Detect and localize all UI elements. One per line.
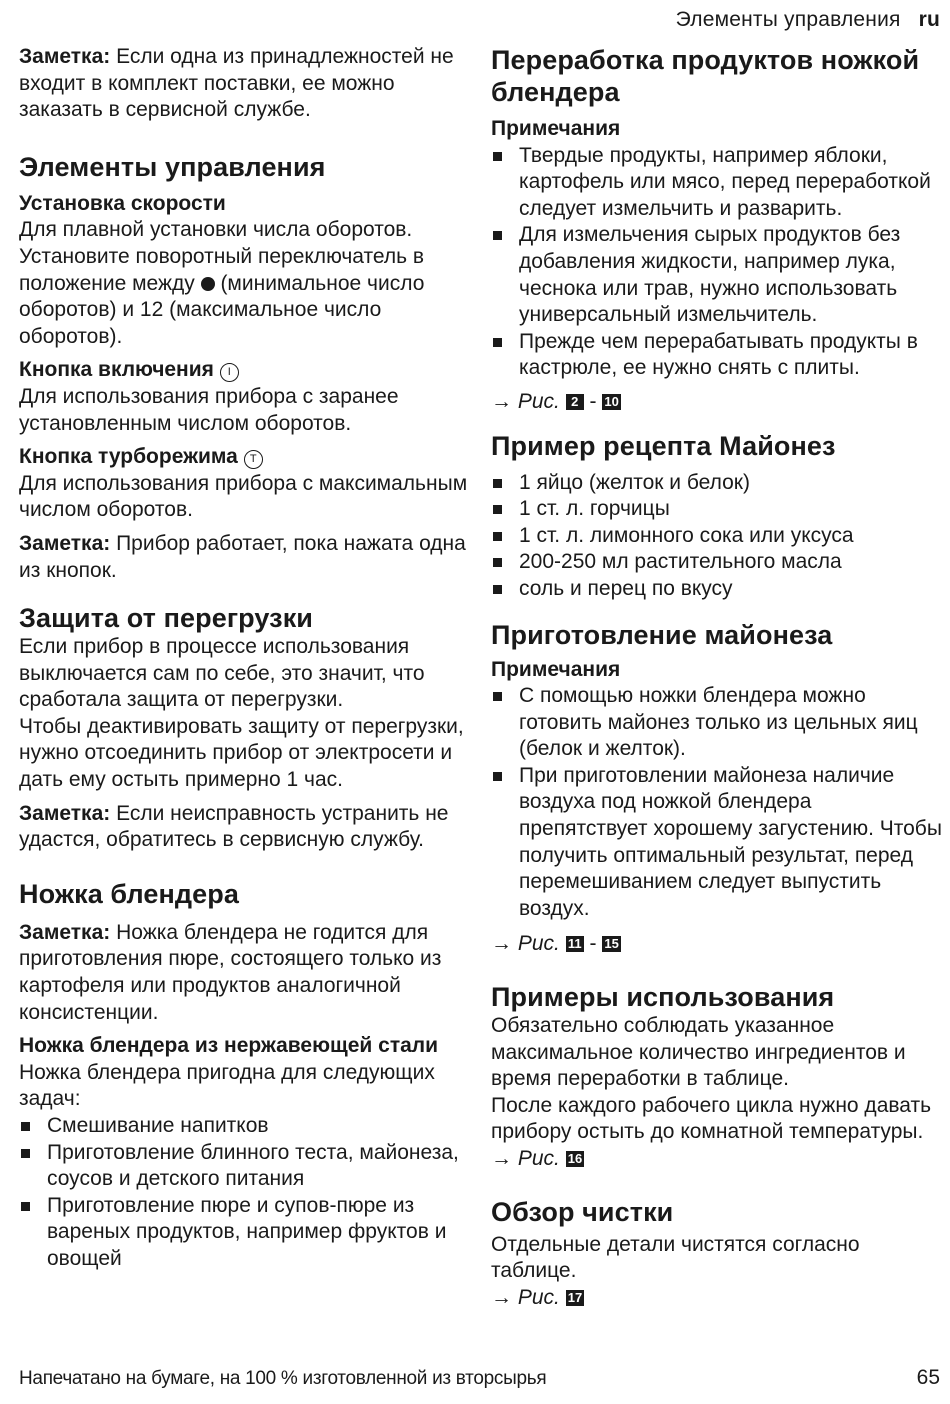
bullet-icon [493,338,502,347]
mayo-notes-heading: Примечания [491,657,621,681]
list-item: 1 ст. л. лимонного сока или уксуса [491,523,943,550]
list-item: Приготовление пюре и супов-пюре из вареных продуктов, например фруктов и овощей [19,1193,471,1273]
examples-text-1: Обязательно соблюдать указанное максимальное количество ингредиентов и время переработки в таблице. [491,1014,906,1091]
figure-reference: → Рис. 2 - 10 [491,389,619,413]
min-speed-dot-icon [201,277,215,291]
list-item: Твердые продукты, например яблоки, картофель или мясо, перед переработкой следует измельчить и разварить. [491,143,943,223]
turbo-button-heading: Кнопка турборежима T [19,444,471,471]
bullet-icon [493,772,502,781]
note-blender: Заметка: Ножка блендера не годится для приготовления пюре, состоящего только из картофеля или продуктов аналогичной консистенции. [19,920,442,1024]
processing-heading: Переработка продуктов ножкой блендера [491,45,920,107]
left-column [19,44,471,1273]
cleaning-heading: Обзор чистки [491,1196,674,1227]
list-item: 200-250 мл растительного масла [491,549,943,576]
speed-text-2: Установите поворотный переключатель в положение между (минимальное число оборотов) и 12 (максимальное число оборотов). [19,244,425,348]
steel-list [19,1113,471,1273]
overload-heading: Защита от перегрузки [19,603,314,634]
list-item: Для измельчения сырых продуктов без добавления жидкости, например лука, чеснока или трав, нужно использовать универсальный измельчитель. [491,222,943,328]
footer-note: Напечатано на бумаге, на 100 % изготовленной из вторсырья [19,1368,547,1389]
bullet-icon [21,1149,30,1158]
power-button-text: Для использования прибора с заранее установленным числом оборотов. [19,384,399,435]
bullet-icon [493,585,502,594]
bullet-icon [21,1122,30,1131]
speed-text-1: Для плавной установки числа оборотов. [19,218,413,242]
figure-number: 15 [604,936,619,952]
list-item: соль и перец по вкусу [491,576,943,603]
bullet-icon [21,1202,30,1211]
mayo-heading: Приготовление майонеза [491,619,833,650]
cleaning-text: Отдельные детали чистятся согласно таблице. [491,1232,860,1283]
turbo-symbol-icon: T [244,450,263,469]
page-number: 65 [916,1366,940,1389]
processing-notes-list [491,143,943,382]
processing-notes-heading: Примечания [491,117,621,140]
note-accessories: Заметка: Если одна из принадлежностей не входит в комплект поставки, ее можно заказать в сервисной службе. [19,45,454,122]
figure-number: 17 [567,1289,583,1305]
list-item: 1 яйцо (желток и белок) [491,470,943,497]
power-symbol-icon: I [220,363,239,382]
speed-heading: Установка скорости [19,191,226,215]
examples-text-2: После каждого рабочего цикла нужно давать прибору остыть до комнатной температуры. [491,1093,932,1144]
examples-heading: Примеры использования [491,982,835,1013]
note-buttons: Заметка: Прибор работает, пока нажата одна из кнопок. [19,531,466,582]
bullet-icon [493,505,502,514]
overload-text-2: Чтобы деактивировать защиту от перегрузки, нужно отсоединить прибор от электросети и дать ему остыть примерно 1 час. [19,714,464,792]
header-title: Элементы управления [675,8,901,31]
figure-number: 10 [604,393,619,409]
right-column [491,44,943,1311]
figure-number: 2 [566,394,584,410]
figure-number: 16 [567,1151,583,1166]
list-item: Прежде чем перерабатывать продукты в кастрюле, ее нужно снять с плиты. [491,329,943,382]
figure-reference: → Рис. 17 [491,1285,583,1309]
figure-reference: → Рис. 16 [491,1147,583,1170]
figure-reference: → Рис. 11 - 15 [491,932,619,956]
language-code: ru [918,8,940,31]
list-item: 1 ст. л. горчицы [491,496,943,523]
overload-text-1: Если прибор в процессе использования выключается сам по себе, это значит, что сработала защита от перегрузки. [19,635,425,712]
steel-text: Ножка блендера пригодна для следующих задач: [19,1060,435,1111]
note-service: Заметка: Если неисправность устранить не удастся, обратитесь в сервисную службу. [19,801,449,852]
bullet-icon [493,532,502,541]
bullet-icon [493,231,502,240]
bullet-icon [493,152,502,161]
list-item: С помощью ножки блендера можно готовить майонез только из цельных яиц (белок и желток). [491,683,943,763]
steel-heading: Ножка блендера из нержавеющей стали [19,1034,439,1058]
blender-heading: Ножка блендера [19,878,239,909]
bullet-icon [493,558,502,567]
turbo-button-text: Для использования прибора с максимальным числом оборотов. [19,471,468,522]
controls-heading: Элементы управления [19,151,326,182]
running-header [676,8,940,32]
list-item: Смешивание напитков [19,1113,471,1140]
list-item: При приготовлении майонеза наличие воздуха под ножкой блендера препятствует хорошему загустению. Чтобы получить оптимальный результат, перед перемешиванием следует выпустить воздух. [491,763,943,923]
figure-number: 11 [566,936,584,952]
power-button-heading: Кнопка включения I [19,357,471,384]
recipe-list [491,470,943,603]
mayo-notes-list [491,683,943,922]
list-item: Приготовление блинного теста, майонеза, соусов и детского питания [19,1140,471,1193]
bullet-icon [493,692,502,701]
recipe-heading: Пример рецепта Майонез [491,430,836,461]
bullet-icon [493,479,502,488]
